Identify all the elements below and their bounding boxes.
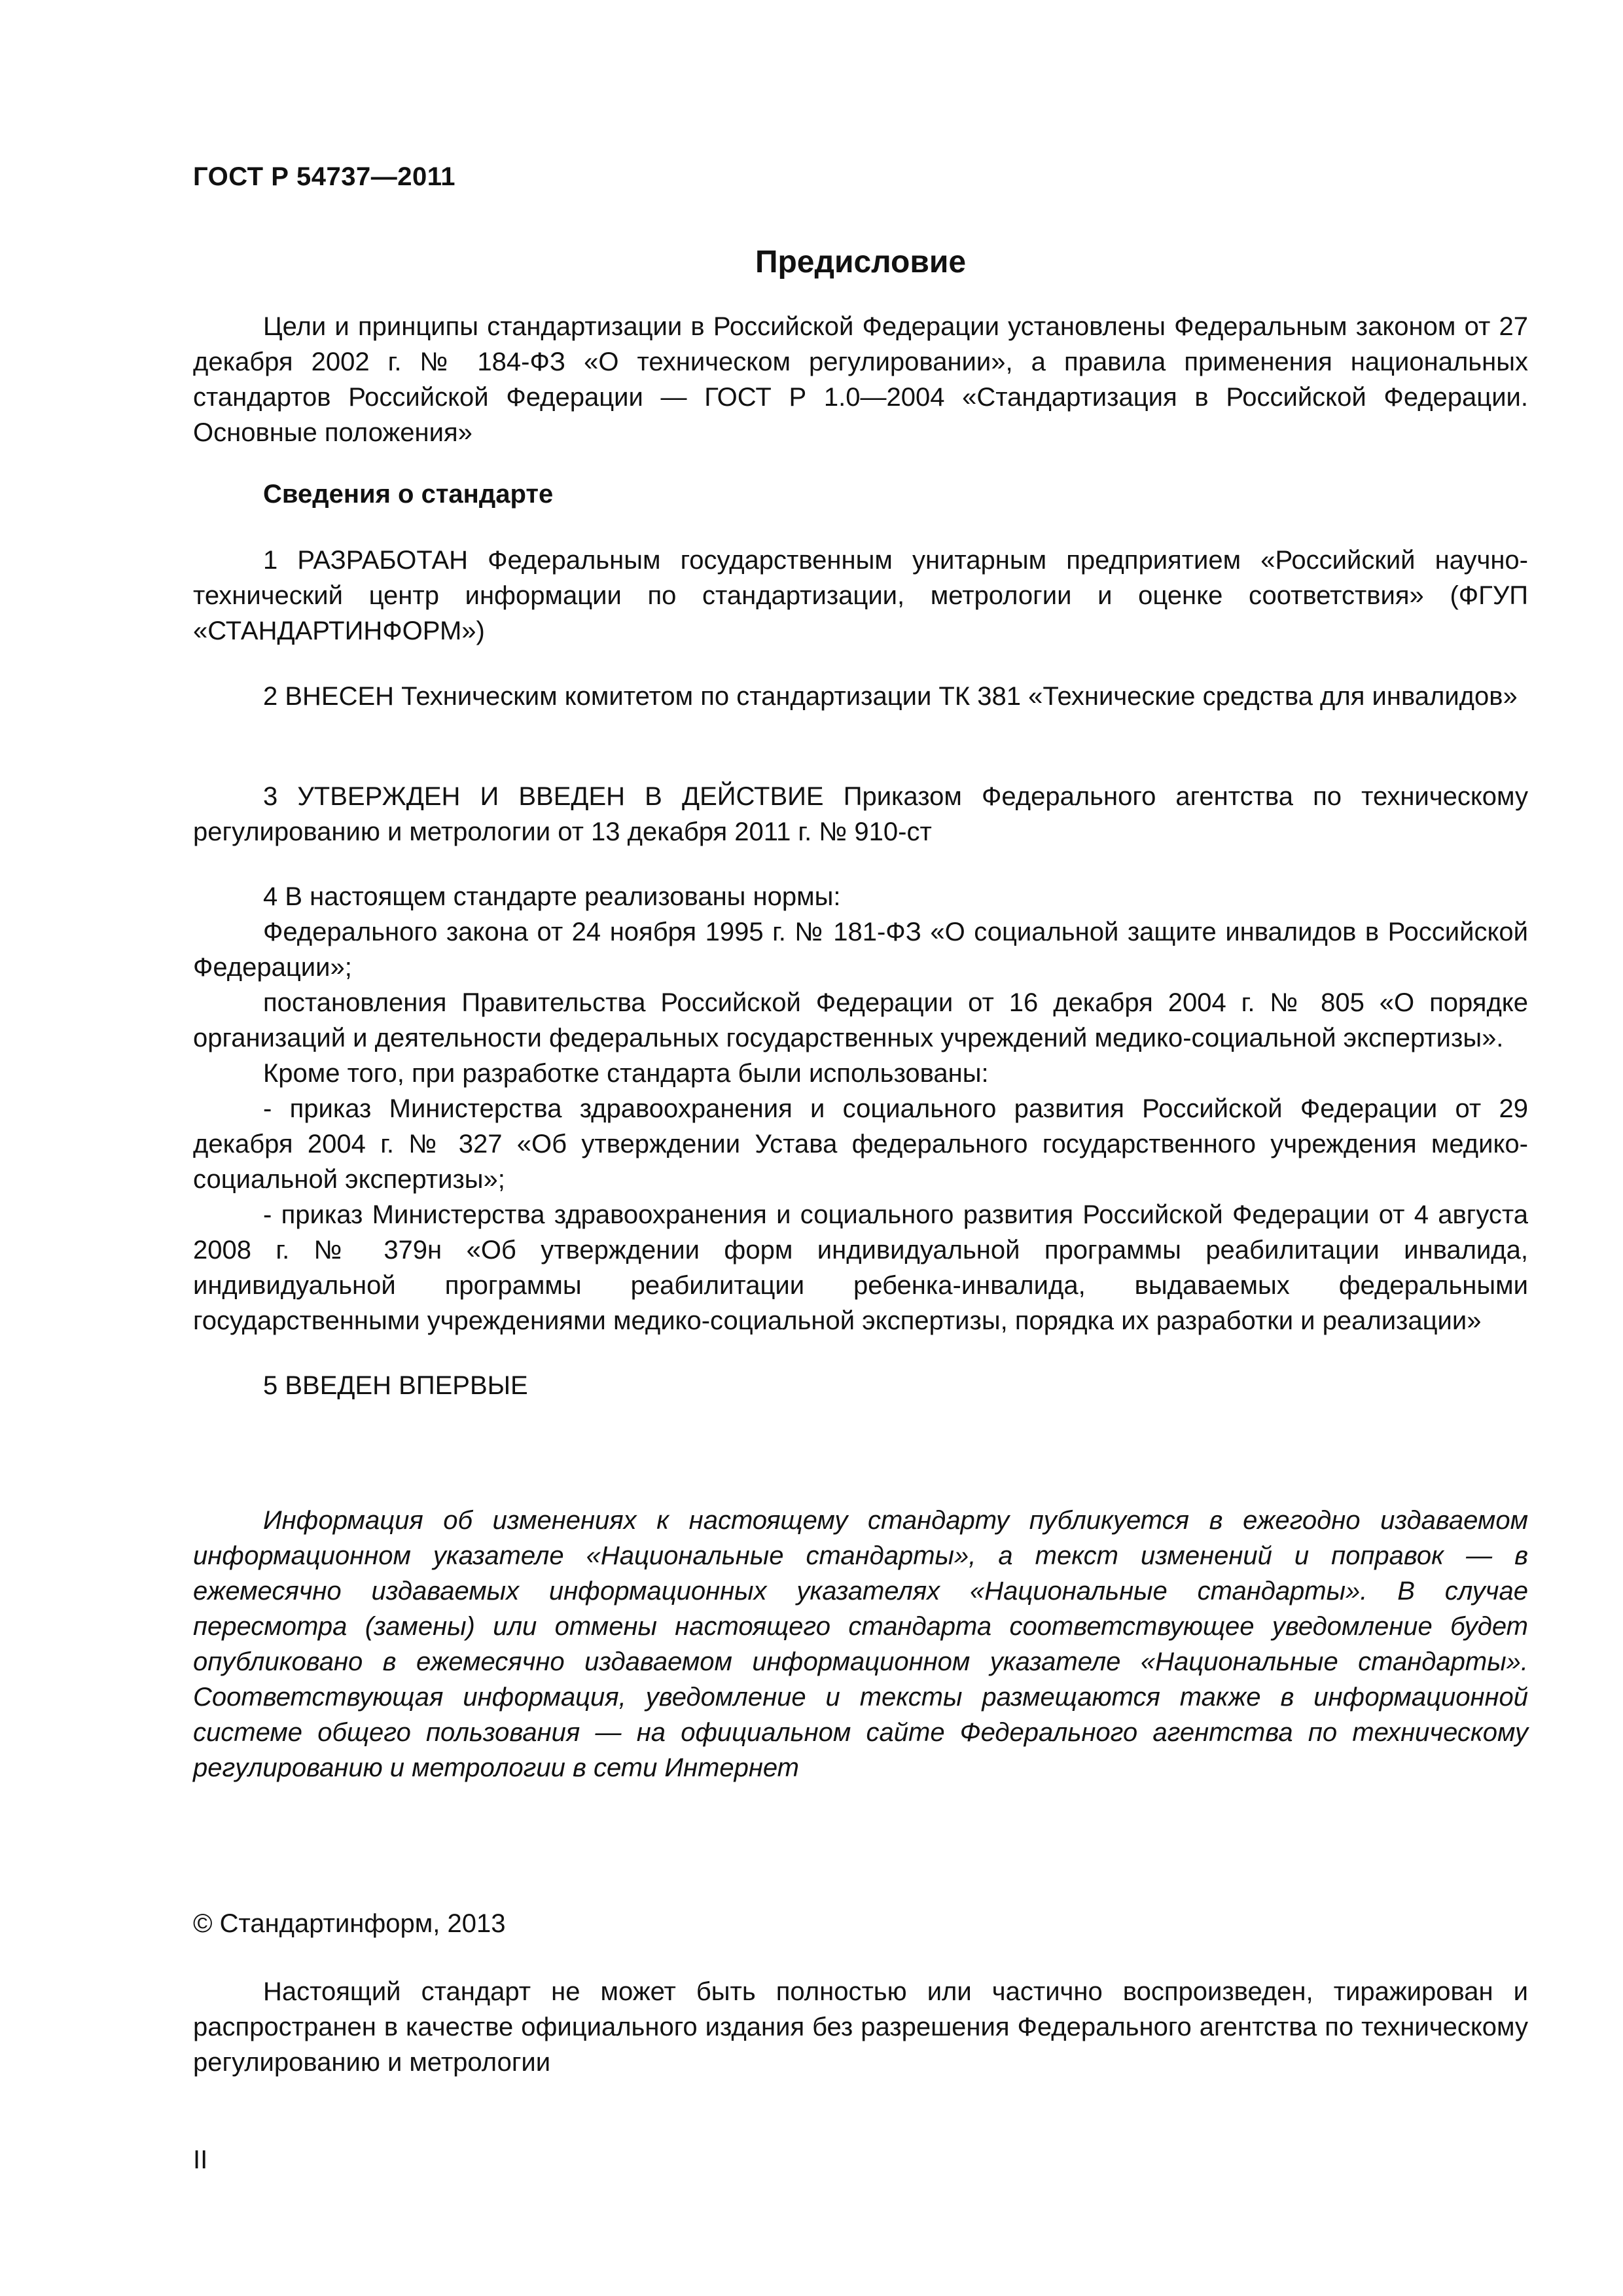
item-3-block: [193, 779, 1528, 850]
item-also-used: Кроме того, при разработке стандарта были использованы:: [263, 1059, 989, 1088]
item-submitted: 2 ВНЕСЕН Техническим комитетом по стандартизации ТК 381 «Технические средства для инвалидов»: [263, 682, 1518, 711]
page-number: II: [193, 2145, 208, 2174]
item-2-block: [193, 679, 1528, 714]
item-5-block: [193, 1368, 1528, 1403]
item-order-379n: - приказ Министерства здравоохранения и социального развития Российской Федерации от 4 августа 2008 г. № 379н «Об утверждении форм индивидуальной программы реабилитации инвалида, индивидуальной программы реабилитации ребенка-инвалида, выдаваемых федеральными государственными учреждениями медико-социальной экспертизы, порядка их разработки и реализации»: [193, 1200, 1528, 1335]
intro-section: [193, 309, 1528, 450]
notice-section: [193, 1503, 1528, 1785]
item-order-327: - приказ Министерства здравоохранения и социального развития Российской Федерации от 29 декабря 2004 г. № 327 «Об утверждении Устава федерального государственного учреждения медико-социальной экспертизы»;: [193, 1094, 1528, 1194]
item-4-block: [193, 879, 1528, 1338]
item-1-block: [193, 543, 1528, 649]
changes-notice: Информация об изменениях к настоящему стандарту публикуется в ежегодно издаваемом информационном указателе «Национальные стандарты», а текст изменений и поправок — в ежемесячно издаваемых информационных указателях «Национальные стандарты». В случае пересмотра (замены) или отмены настоящего стандарта соответствующее уведомление будет опубликовано в ежемесячно издаваемом информационном указателе «Национальные стандарты». Соответствующая информация, уведомление и тексты размещаются также в информационной системе общего пользования — на официальном сайте Федерального агентства по техническому регулированию и метрологии в сети Интернет: [193, 1506, 1528, 1782]
copyright-line: © Стандартинформ, 2013: [193, 1909, 506, 1938]
item-first-introduced: 5 ВВЕДЕН ВПЕРВЫЕ: [263, 1371, 528, 1400]
standard-info-heading: Сведения о стандарте: [263, 480, 554, 509]
item-developed: 1 РАЗРАБОТАН Федеральным государственным унитарным предприятием «Российский научно-технический центр информации по стандартизации, метрологии и оценке соответствия» (ФГУП «СТАНДАРТИНФОРМ»): [193, 546, 1528, 645]
copyright-block: [193, 1906, 1528, 1941]
item-approved: 3 УТВЕРЖДЕН И ВВЕДЕН В ДЕЙСТВИЕ Приказом Федерального агентства по техническому регулированию и метрологии от 13 декабря 2011 г. № 910-ст: [193, 782, 1528, 846]
item-norms-lead: 4 В настоящем стандарте реализованы нормы:: [263, 882, 841, 911]
page-title: Предисловие: [755, 245, 967, 279]
document-code: ГОСТ Р 54737—2011: [193, 162, 455, 191]
standard-info-heading-block: [193, 476, 1528, 512]
item-norms-law: Федерального закона от 24 ноября 1995 г. № 181-ФЗ «О социальной защите инвалидов в Российской Федерации»;: [193, 918, 1528, 982]
intro-paragraph: Цели и принципы стандартизации в Российской Федерации установлены Федеральным законом от 27 декабря 2002 г. № 184-ФЗ «О техническом регулировании», а правила применения национальных стандартов Российской Федерации — ГОСТ Р 1.0—2004 «Стандартизация в Российской Федерации. Основные положения»: [193, 312, 1528, 447]
document-page: [193, 0, 1528, 2296]
item-norms-decree: постановления Правительства Российской Федерации от 16 декабря 2004 г. № 805 «О порядке организаций и деятельности федеральных государственных учреждений медико-социальной экспертизы».: [193, 988, 1528, 1052]
reproduction-block: [193, 1974, 1528, 2080]
reproduction-notice: Настоящий стандарт не может быть полностью или частично воспроизведен, тиражирован и распространен в качестве официального издания без разрешения Федерального агентства по техническому регулированию и метрологии: [193, 1977, 1528, 2077]
